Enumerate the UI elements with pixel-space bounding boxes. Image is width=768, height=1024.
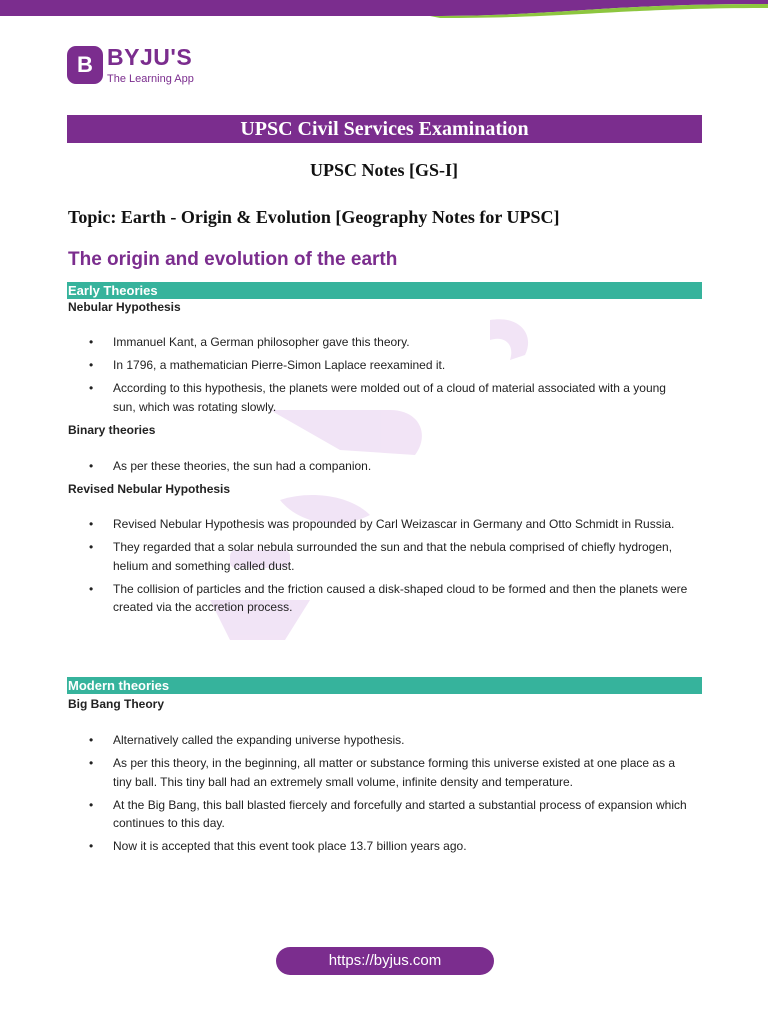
- list-item: • The collision of particles and the friction caused a disk-shaped cloud to be formed and then the planets were created via the accretion process.: [68, 580, 688, 617]
- exam-title-banner: UPSC Civil Services Examination: [67, 115, 702, 143]
- nebular-bullet-list: [68, 333, 688, 421]
- subheading-revised-nebular: Revised Nebular Hypothesis: [68, 482, 231, 496]
- list-item: • According to this hypothesis, the planets were molded out of a cloud of material associated with a young sun, which was rotating slowly.: [68, 379, 688, 416]
- subheading-binary-theories: Binary theories: [68, 423, 156, 437]
- footer-url-link[interactable]: https://byjus.com: [276, 947, 494, 975]
- top-decorative-stripe: [0, 0, 768, 18]
- list-item: • Immanuel Kant, a German philosopher gave this theory.: [68, 333, 688, 352]
- list-item: • As per these theories, the sun had a companion.: [68, 457, 688, 476]
- topic-heading: Topic: Earth - Origin & Evolution [Geography Notes for UPSC]: [68, 207, 560, 227]
- section-heading-modern-theories: Modern theories: [67, 677, 702, 694]
- list-item: • Alternatively called the expanding universe hypothesis.: [68, 731, 688, 750]
- byjus-logo[interactable]: [67, 44, 194, 85]
- list-item: • In 1796, a mathematician Pierre-Simon Laplace reexamined it.: [68, 356, 688, 375]
- list-item: • Now it is accepted that this event took place 13.7 billion years ago.: [68, 837, 688, 856]
- list-item: • As per this theory, in the beginning, all matter or substance forming this universe existed at one place as a tiny ball. This tiny ball had an extremely small volume, infinite density and temperature.: [68, 754, 688, 791]
- brand-tagline: The Learning App: [107, 73, 194, 85]
- list-item: • They regarded that a solar nebula surrounded the sun and that the nebula comprised of chiefly hydrogen, helium and something called dust.: [68, 538, 688, 575]
- subheading-nebular-hypothesis: Nebular Hypothesis: [68, 300, 181, 314]
- list-item: • Revised Nebular Hypothesis was propounded by Carl Weizascar in Germany and Otto Schmidt in Russia.: [68, 515, 688, 534]
- list-item: • At the Big Bang, this ball blasted fiercely and forcefully and started a substantial process of expansion which continues to this day.: [68, 796, 688, 833]
- article-title: The origin and evolution of the earth: [68, 249, 398, 270]
- bigbang-bullet-list: [68, 731, 688, 860]
- binary-bullet-list: [68, 457, 688, 480]
- revised-bullet-list: [68, 515, 688, 621]
- notes-title: UPSC Notes [GS-I]: [310, 160, 458, 180]
- section-heading-early-theories: Early Theories: [67, 282, 702, 299]
- brand-name: BYJU'S: [107, 44, 193, 70]
- logo-mark-icon: B: [67, 46, 103, 84]
- subheading-big-bang-theory: Big Bang Theory: [68, 697, 165, 711]
